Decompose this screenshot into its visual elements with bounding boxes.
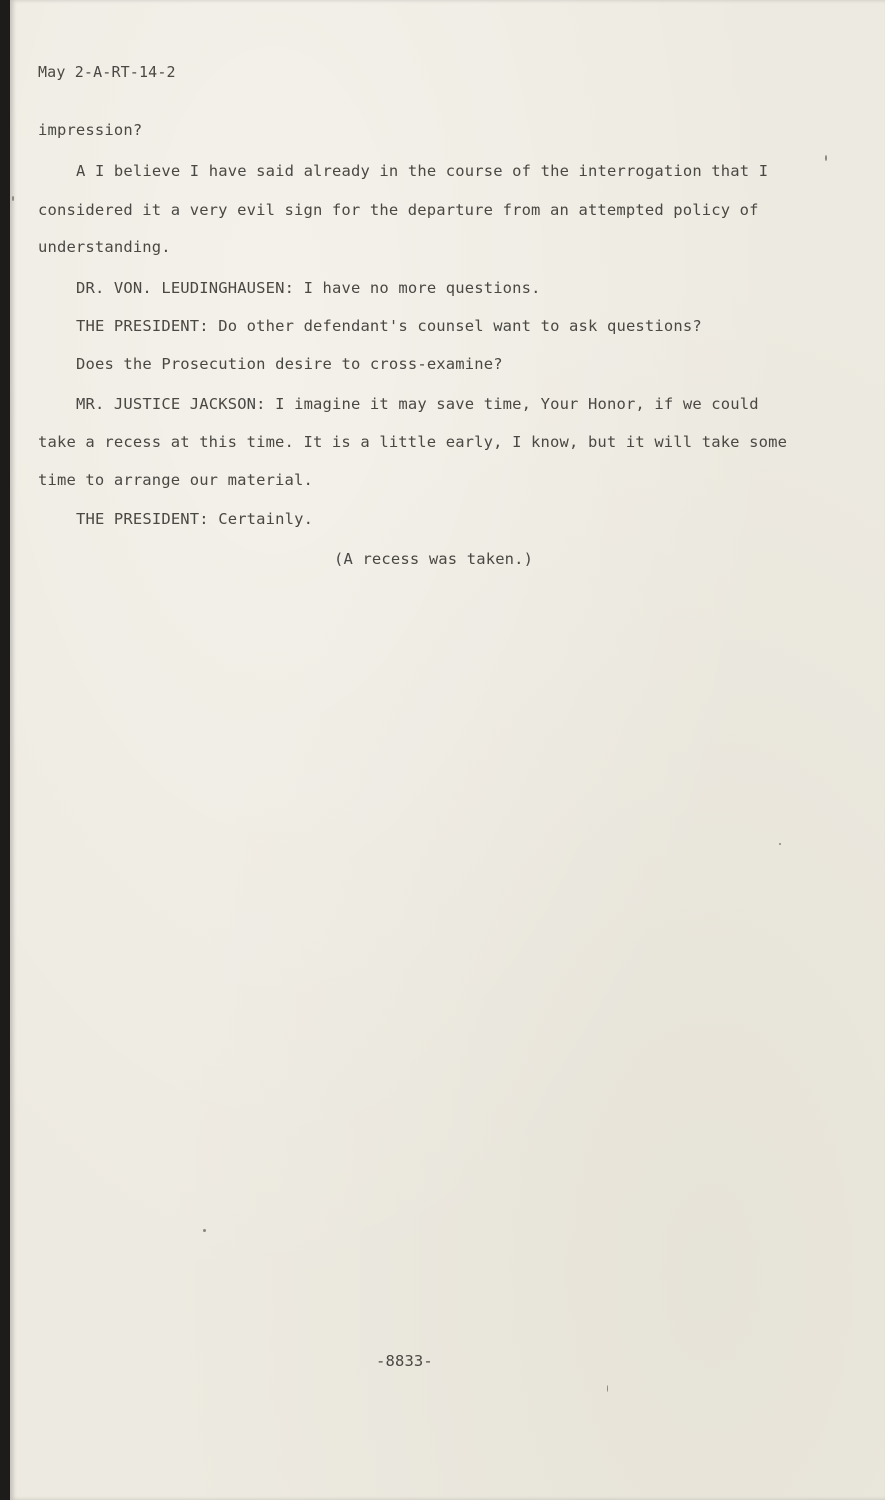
transcript-line-5: DR. VON. LEUDINGHAUSEN: I have no more questions. [76, 279, 541, 297]
document-page [10, 0, 885, 1500]
paper-speck [825, 155, 827, 161]
transcript-line-7: Does the Prosecution desire to cross-examine? [76, 355, 503, 373]
paper-speck [607, 1385, 608, 1392]
transcript-line-3: considered it a very evil sign for the departure from an attempted policy of [38, 201, 759, 219]
paper-speck [779, 843, 781, 845]
transcript-line-2: A I believe I have said already in the course of the interrogation that I [76, 162, 769, 180]
transcript-line-1: impression? [38, 121, 143, 139]
transcript-line-11: THE PRESIDENT: Certainly. [76, 510, 314, 528]
transcript-line-6: THE PRESIDENT: Do other defendant's counsel want to ask questions? [76, 317, 702, 335]
transcript-line-8: MR. JUSTICE JACKSON: I imagine it may save time, Your Honor, if we could [76, 395, 759, 413]
transcript-line-10: time to arrange our material. [38, 471, 313, 489]
paper-speck [203, 1229, 206, 1232]
page-code: May 2-A-RT-14-2 [38, 63, 176, 81]
transcript-line-9: take a recess at this time. It is a little early, I know, but it will take some [38, 433, 788, 451]
transcript-line-4: understanding. [38, 238, 171, 256]
paper-speck [12, 196, 14, 201]
recess-note: (A recess was taken.) [334, 550, 534, 568]
page-number: -8833- [376, 1352, 433, 1370]
